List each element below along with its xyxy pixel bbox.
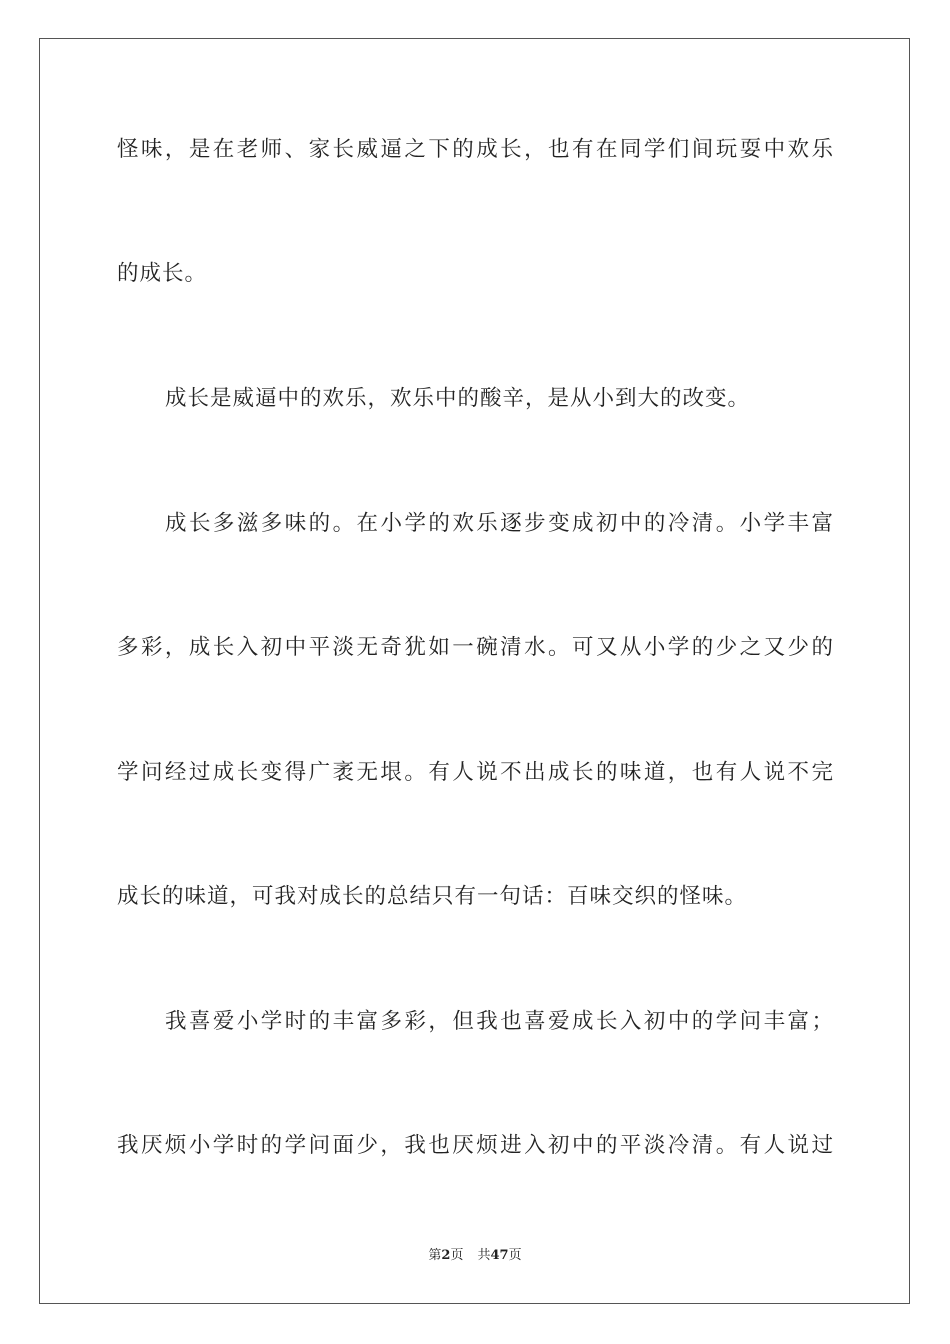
total-pages: 47 xyxy=(490,1248,509,1263)
page-number: 2 xyxy=(441,1248,451,1263)
page-suffix: 页 xyxy=(450,1248,464,1263)
body-text-line-5: 多彩，成长入初中平淡无奇犹如一碗清水。可又从小学的少之又少的 xyxy=(117,635,833,660)
body-text-line-3: 成长是威逼中的欢乐，欢乐中的酸辛，是从小到大的改变。 xyxy=(165,386,751,411)
page-border xyxy=(39,38,910,1304)
body-text-line-1: 怪味，是在老师、家长威逼之下的成长，也有在同学们间玩耍中欢乐 xyxy=(117,137,833,162)
page-footer xyxy=(0,1247,950,1265)
body-text-line-6: 学问经过成长变得广袤无垠。有人说不出成长的味道，也有人说不完 xyxy=(117,760,833,785)
body-text-line-2: 的成长。 xyxy=(117,261,208,286)
page-prefix: 第 xyxy=(428,1248,442,1263)
total-prefix: 共 xyxy=(477,1248,491,1263)
body-text-line-7: 成长的味道，可我对成长的总结只有一句话：百味交织的怪味。 xyxy=(117,884,748,909)
body-text-line-9: 我厌烦小学时的学问面少，我也厌烦进入初中的平淡冷清。有人说过 xyxy=(117,1133,833,1158)
body-text-line-4: 成长多滋多味的。在小学的欢乐逐步变成初中的冷清。小学丰富 xyxy=(165,511,833,536)
total-suffix: 页 xyxy=(508,1248,522,1263)
body-text-line-8: 我喜爱小学时的丰富多彩，但我也喜爱成长入初中的学问丰富； xyxy=(165,1009,833,1034)
